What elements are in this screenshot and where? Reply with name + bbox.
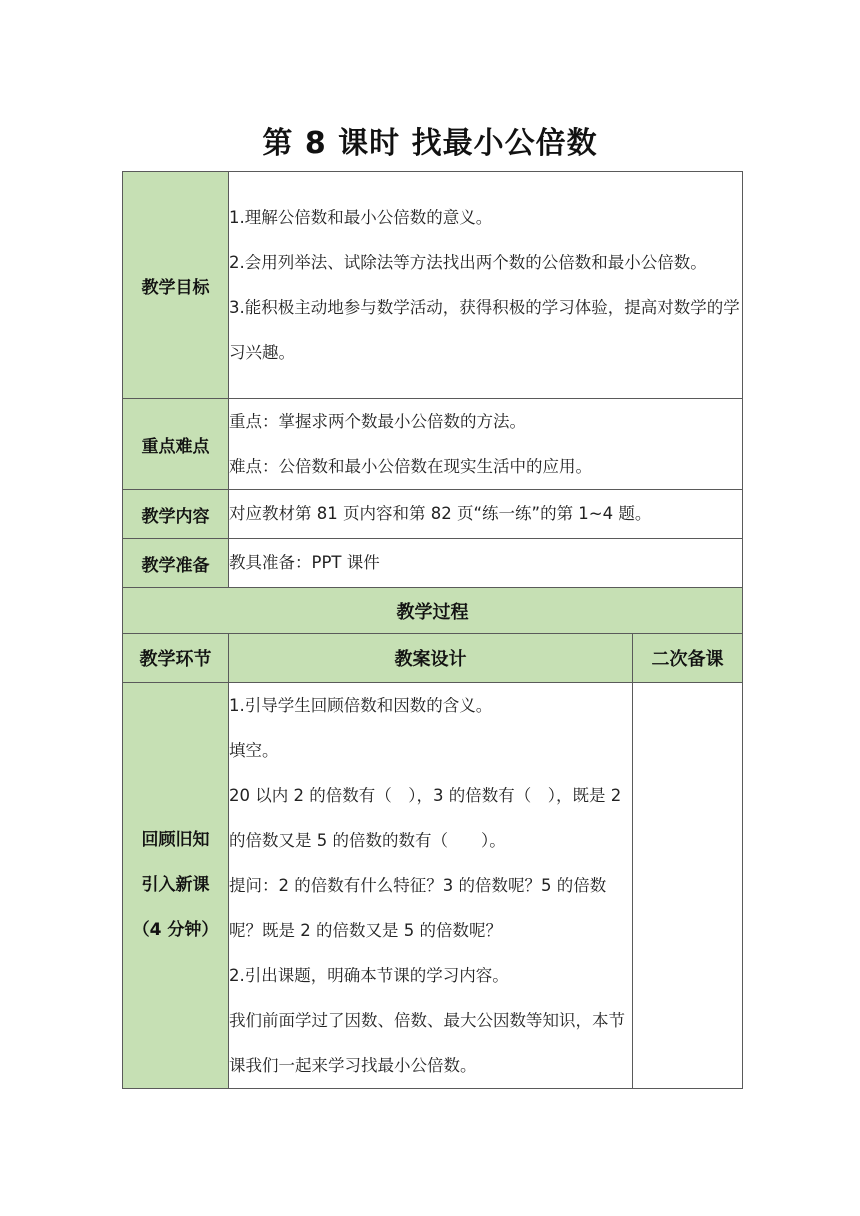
objectives-row <box>123 172 743 399</box>
content-row <box>123 490 743 539</box>
keypoints-content <box>229 399 743 490</box>
page-title: 第 8 课时 找最小公倍数 <box>262 126 598 161</box>
section-label-line: 回顾旧知 <box>141 830 210 850</box>
content-text: 对应教材第 81 页内容和第 82 页“练一练”的第 1~4 题。 <box>229 490 743 539</box>
keypoints-label: 重点难点 <box>123 399 229 490</box>
process-header-row <box>123 588 743 634</box>
content-label: 教学内容 <box>123 490 229 539</box>
objectives-line: 2.会用列举法、试除法等方法找出两个数的公倍数和最小公倍数。 <box>229 253 707 272</box>
preparation-text: 教具准备：PPT 课件 <box>229 539 743 588</box>
design-line: 我们前面学过了因数、倍数、最大公因数等知识，本节课我们一起来学习找最小公倍数。 <box>229 1011 625 1075</box>
section-row <box>123 683 743 1089</box>
design-line: 20 以内 2 的倍数有（ ），3 的倍数有（ ），既是 2 的倍数又是 5 的倍数的数有（ ）。 <box>229 786 622 850</box>
design-line: 填空。 <box>229 741 279 760</box>
column-header-stage: 教学环节 <box>123 634 229 683</box>
column-header-design: 教案设计 <box>229 634 633 683</box>
column-header-revision: 二次备课 <box>633 634 743 683</box>
process-header: 教学过程 <box>123 588 743 634</box>
section-duration: （4 分钟） <box>132 920 219 940</box>
design-line: 1.引导学生回顾倍数和因数的含义。 <box>229 696 493 715</box>
preparation-label: 教学准备 <box>123 539 229 588</box>
objectives-line: 1.理解公倍数和最小公倍数的意义。 <box>229 208 493 227</box>
keypoints-line: 重点：掌握求两个数最小公倍数的方法。 <box>229 412 526 431</box>
section-label-line: 引入新课 <box>141 875 210 895</box>
preparation-row <box>123 539 743 588</box>
keypoints-line: 难点：公倍数和最小公倍数在现实生活中的应用。 <box>229 457 592 476</box>
design-line: 提问：2 的倍数有什么特征？3 的倍数呢？5 的倍数呢？既是 2 的倍数又是 5 的倍数呢？ <box>229 876 607 940</box>
section-label <box>123 683 229 1089</box>
lesson-plan-table <box>122 171 743 1089</box>
column-header-row <box>123 634 743 683</box>
objectives-content <box>229 172 743 399</box>
objectives-label: 教学目标 <box>123 172 229 399</box>
objectives-line: 3.能积极主动地参与数学活动，获得积极的学习体验，提高对数学的学习兴趣。 <box>229 298 740 362</box>
design-line: 2.引出课题，明确本节课的学习内容。 <box>229 966 509 985</box>
section-notes[interactable] <box>633 683 743 1089</box>
section-design-content <box>229 683 633 1089</box>
keypoints-row <box>123 399 743 490</box>
